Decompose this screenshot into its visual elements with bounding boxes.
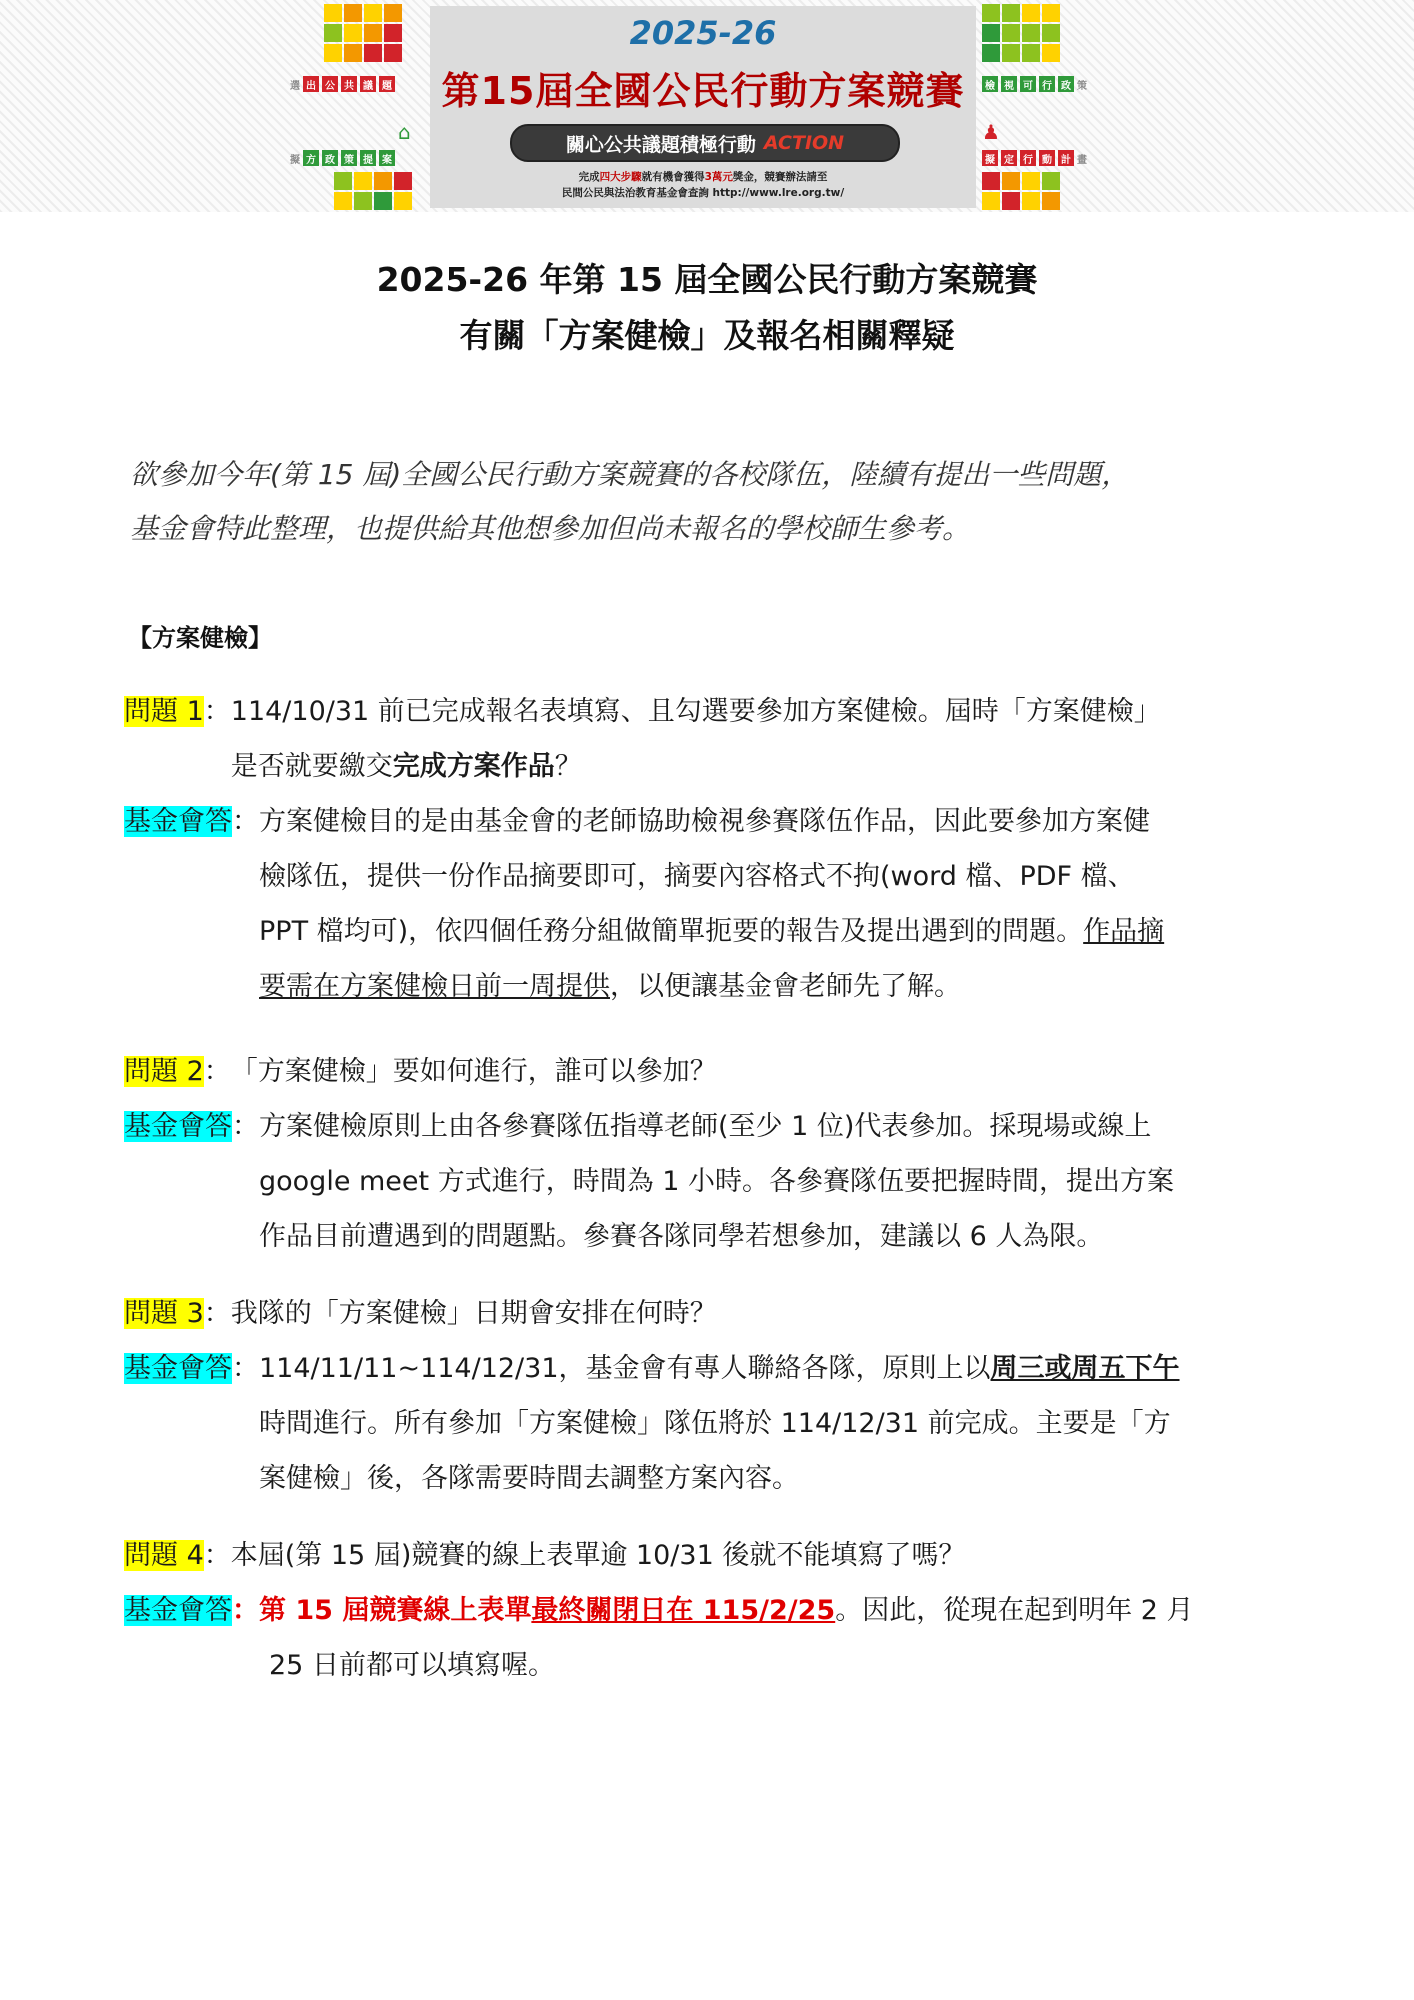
banner-title: 第15屆全國公民行動方案競賽 [441, 69, 965, 113]
qa-block-1 [124, 684, 1324, 1014]
answer-tag: 基金會答 [124, 806, 232, 837]
header-banner [0, 0, 1414, 212]
qa-block-4 [124, 1528, 1324, 1693]
intro-line: 欲參加今年(第 15 屆)全國公民行動方案競賽的各校隊伍，陸續有提出一些問題， [130, 458, 1130, 491]
question-4: 問題 4： 本屆(第 15 屆)競賽的線上表單逾 10/31 後就不能填寫了嗎？ [124, 1540, 966, 1571]
question-tag: 問題 1 [124, 696, 204, 727]
question-tag: 問題 3 [124, 1298, 204, 1329]
document-title-line-1: 2025-26 年第 15 屆全國公民行動方案競賽 [376, 260, 1038, 299]
answer-tag: 基金會答 [124, 1353, 232, 1384]
qa-block-3 [124, 1286, 1324, 1506]
question-tag: 問題 2 [124, 1056, 204, 1087]
right-bottom-label: 擬 定 行 動 計 畫 [982, 150, 1087, 166]
answer-2: 基金會答： 方案健檢原則上由各參賽隊伍指導老師(至少 1 位)代表參加。採現場或線上 google meet 方式進行，時間為 1 小時。各參賽隊伍要把握時間，提出方案 作品目前遭遇到的問題點。參賽各隊同學若想參加，建議以 6 人為限。 [124, 1111, 1175, 1252]
intro-line: 基金會特此整理，也提供給其他想參加但尚未報名的學校師生參考。 [130, 512, 971, 545]
document-title-line-2: 有關「方案健檢」及報名相關釋疑 [459, 316, 955, 355]
answer-4: 基金會答： 第 15 屆競賽線上表單最終關閉日在 115/2/25。因此，從現在起到明年 2 月 25 日前都可以填寫喔。 [124, 1595, 1194, 1681]
question-2: 問題 2： 「方案健檢」要如何進行，誰可以參加？ [124, 1056, 717, 1087]
right-bottom-color-grid [982, 172, 1060, 210]
left-top-label: 選 出 公 共 議 題 [290, 76, 395, 92]
answer-1: 基金會答： 方案健檢目的是由基金會的老師協助檢視參賽隊伍作品，因此要參加方案健 檢隊伍，提供一份作品摘要即可，摘要內容格式不拘(word 檔、PDF 檔、 PPT 檔均可)，依四個任務分組做簡單扼要的報告及提出遇到的問題。作品摘 要需在方案健檢日前一周提供，以便讓基金會老師先了解。 [124, 806, 1165, 1002]
left-bottom-color-grid [334, 172, 412, 210]
answer-3: 基金會答： 114/11/11~114/12/31，基金會有專人聯絡各隊，原則上以周三或周五下午 時間進行。所有參加「方案健檢」隊伍將於 114/12/31 前完成。主要是「方 案健檢」後，各隊需要時間去調整方案內容。 [124, 1353, 1180, 1494]
answer-tag: 基金會答 [124, 1595, 232, 1626]
banner-info: 完成四大步驟就有機會獲得3萬元獎金，競賽辦法請至 民間公民與法治教育基金會查詢 http://www.lre.org.tw/ [561, 171, 845, 199]
left-bottom-label: 擬 方 政 策 提 案 [290, 150, 395, 166]
banner-center-board [430, 6, 976, 208]
government-icon: ⌂ [398, 120, 411, 144]
right-top-color-grid [982, 4, 1060, 62]
section-heading: 【方案健檢】 [128, 624, 272, 652]
banner-slogan: 關心公共議題積極行動 ACTION [510, 124, 900, 162]
question-3: 問題 3： 我隊的「方案健檢」日期會安排在何時？ [124, 1298, 717, 1329]
banner-year: 2025-26 [629, 14, 777, 52]
question-tag: 問題 4 [124, 1540, 204, 1571]
answer-tag: 基金會答 [124, 1111, 232, 1142]
qa-block-2 [124, 1044, 1324, 1264]
right-top-label: 檢 視 可 行 政 策 [982, 76, 1087, 92]
left-top-color-grid [324, 4, 402, 62]
people-icon: ♟ [982, 120, 1000, 144]
question-1: 問題 1： 114/10/31 前已完成報名表填寫、且勾選要參加方案健檢。屆時「方案健檢」 是否就要繳交完成方案作品？ [124, 696, 1161, 782]
intro-paragraph [130, 448, 1310, 556]
